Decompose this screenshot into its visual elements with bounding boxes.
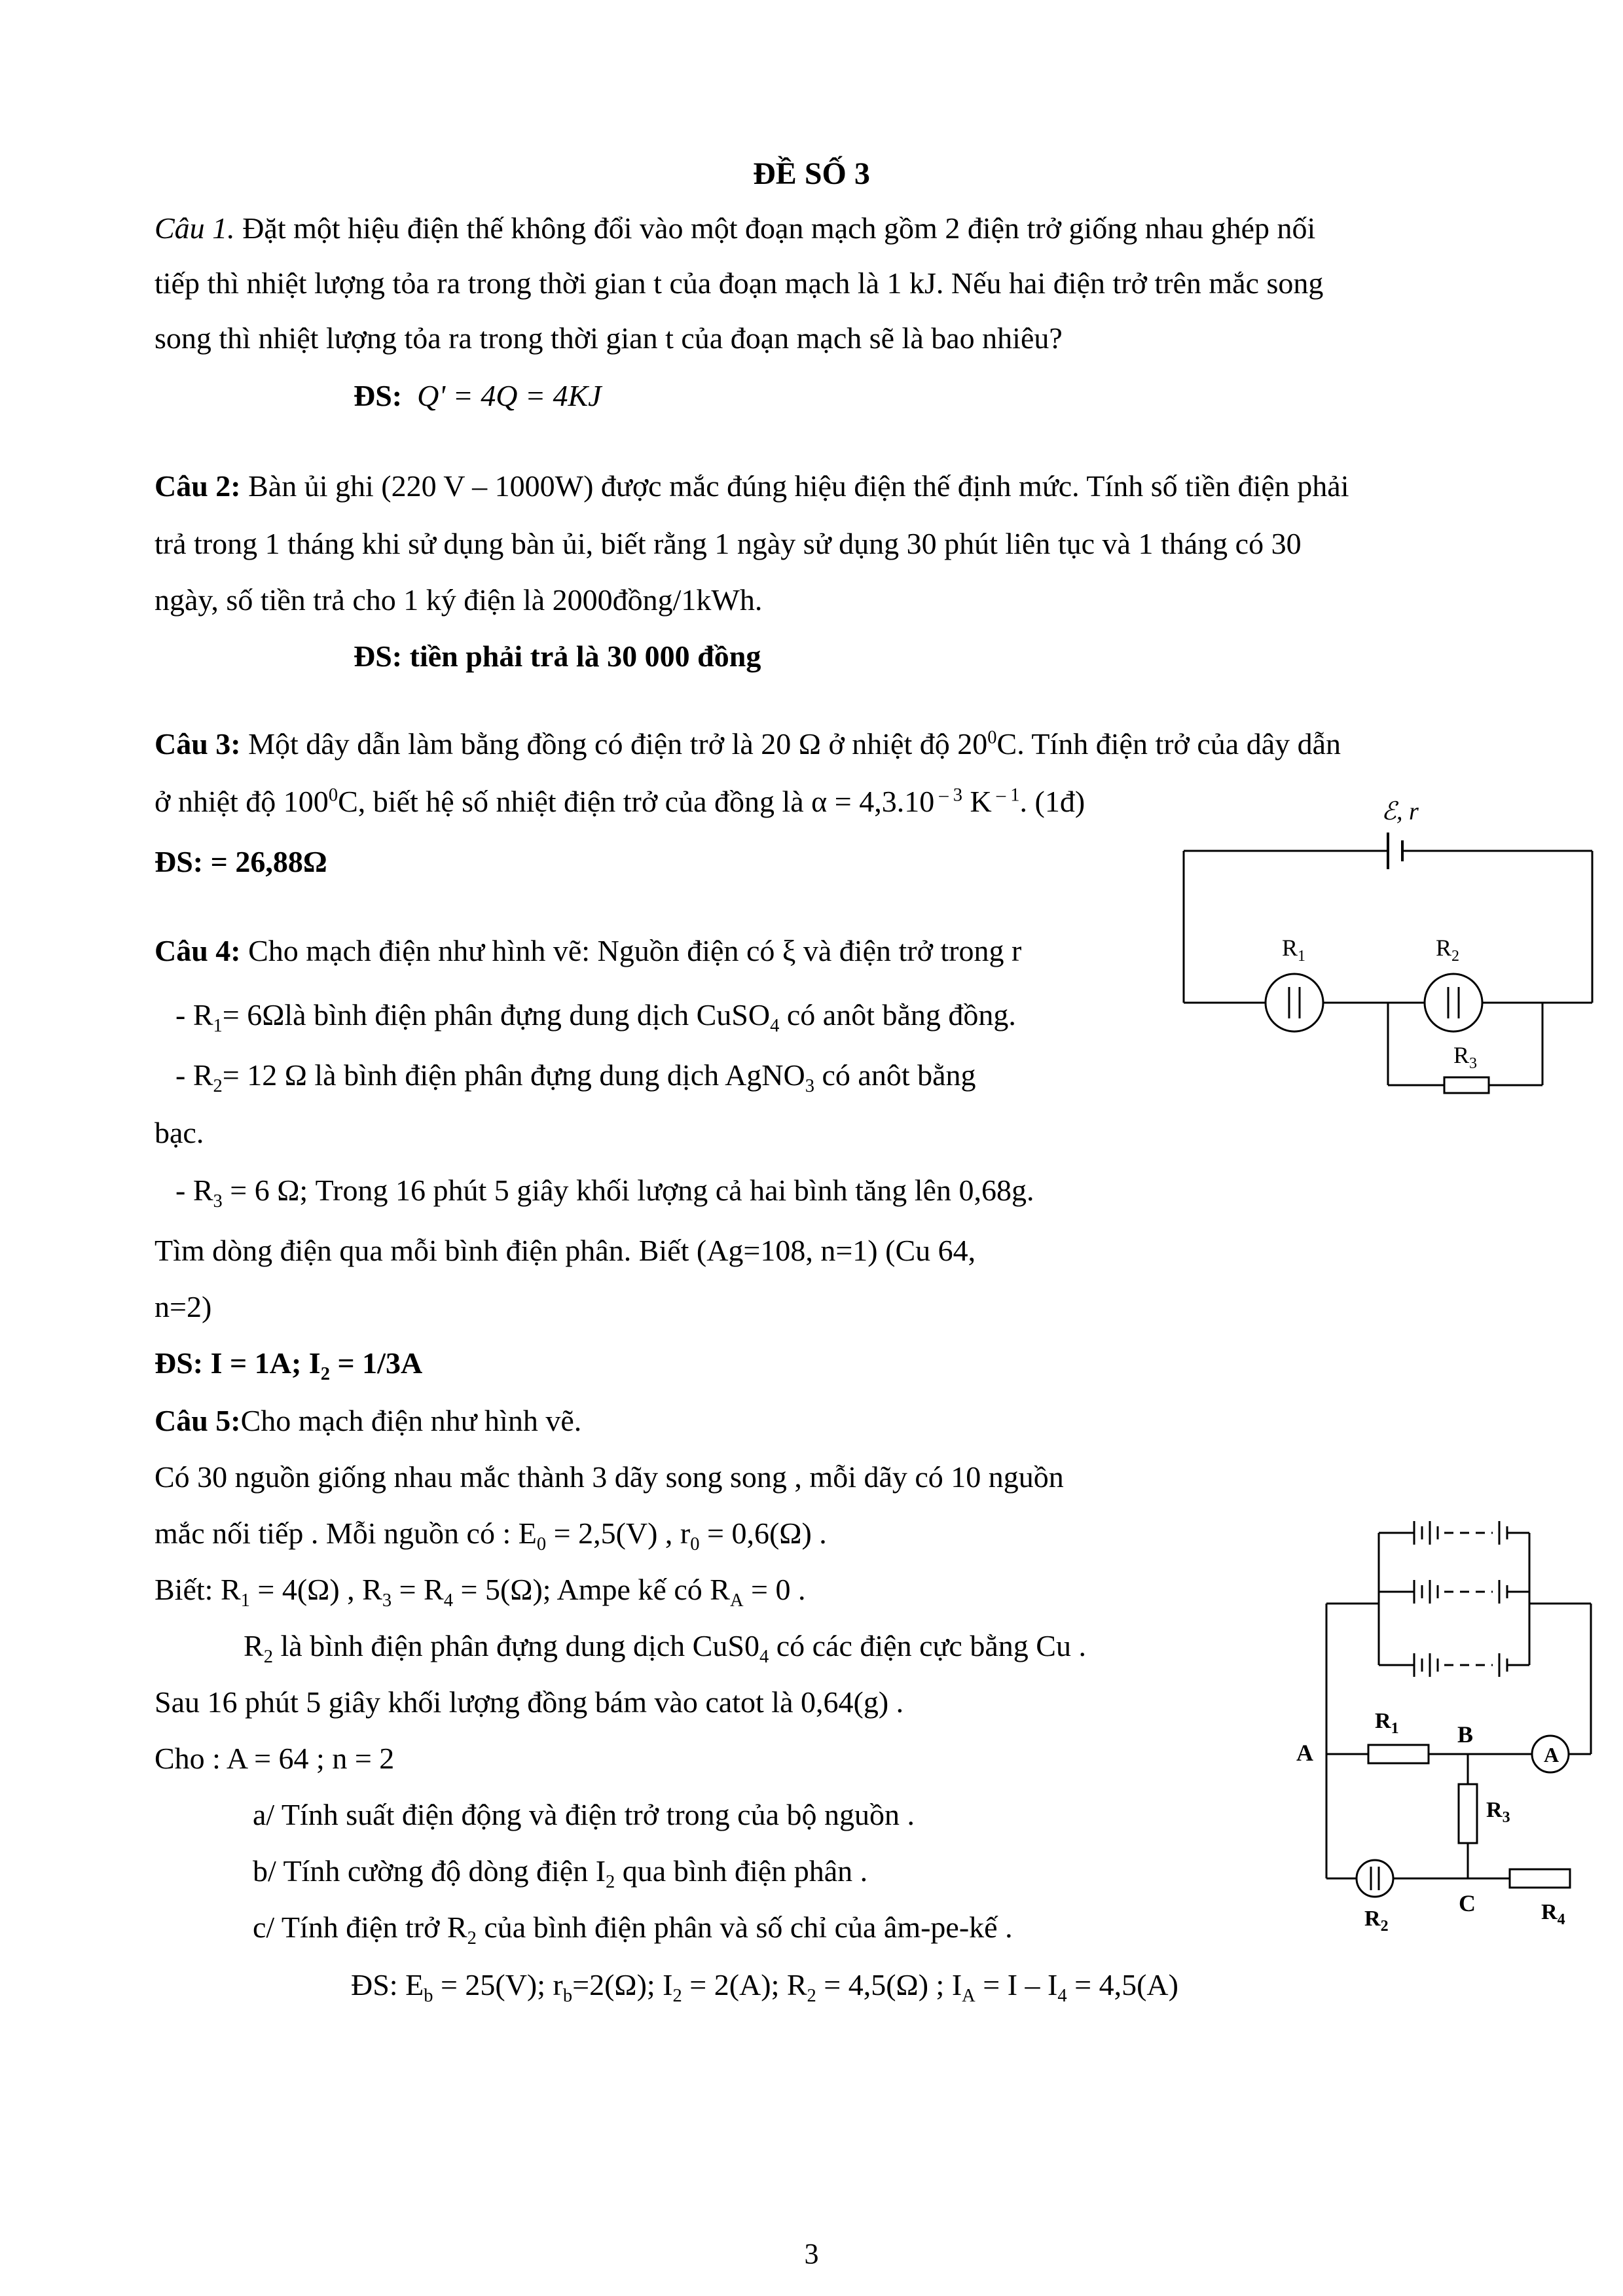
q4-r3-resistor [1444, 1077, 1489, 1093]
q5-node-c-label: C [1459, 1890, 1476, 1916]
q5-line3: mắc nối tiếp . Mỗi nguồn có : $E_0 = 2,5(V)$ , $r_0 = 0,6(\Omega)$ . [155, 1516, 827, 1555]
q5-answer: ĐS: $E_b = 25(V)$; $r_b=2(\Omega)$; $I_2 = 2(A)$; $R_2 = 4,5(\Omega)$ ; $I_A = I - I_4 = 4,5(A)$ [351, 1968, 1178, 2007]
q5-r2-label: $R_2$ [1364, 1907, 1389, 1935]
q3-answer: ĐS: = 26,88Ω [155, 845, 327, 878]
q5-r4-label: $R_4$ [1541, 1900, 1565, 1928]
page-number: 3 [804, 2238, 819, 2270]
q5-r3-label: $R_3$ [1486, 1798, 1510, 1826]
q5-battery-row-2 [1379, 1580, 1529, 1604]
q5-r3-resistor [1459, 1784, 1477, 1843]
q2-line3: ngày, số tiền trả cho 1 ký điện là 2000đồng/1kWh. [155, 583, 763, 617]
q5-r4-resistor [1510, 1869, 1570, 1888]
q5-question-c: c/ Tính điện trở $R_2$ của bình điện phân và số chỉ của âm-pe-kế . [253, 1910, 1013, 1949]
q4-r2: - $R_2= 12$ Ω là bình điện phân đựng dung dịch AgNO$_3$ có anôt bằng [175, 1058, 976, 1097]
q3-line2: ở nhiệt độ $100^0C$, biết hệ số nhiệt điện trở của đồng là α = 4,3.10 $^{- 3}$ K $^{- 1}$. (1đ) [155, 785, 1085, 818]
q4-r2-electrolytic-cell [1425, 974, 1482, 1031]
q4-find2: n=2) [155, 1290, 212, 1323]
page-title: ĐỀ SỐ 3 [753, 156, 870, 191]
q5-line1: Câu 5:Cho mạch điện như hình vẽ. [155, 1404, 582, 1437]
q5-question-a: a/ Tính suất điện động và điện trở trong của bộ nguồn . [253, 1798, 915, 1831]
q5-circuit-diagram [1283, 1499, 1611, 1950]
q4-source-label: ℰ, r [1381, 798, 1419, 825]
q4-circuit-diagram [1172, 792, 1604, 1106]
q5-battery-row-1 [1379, 1521, 1529, 1545]
q2-line2: trả trong 1 tháng khi sử dụng bàn ủi, biết rằng 1 ngày sử dụng 30 phút liên tục và 1 tháng có 30 [155, 527, 1302, 560]
q4-r3: - $R_3 = 6$ Ω; Trong 16 phút 5 giây khối lượng cả hai bình tăng lên 0,68g. [175, 1174, 1034, 1212]
q4-r1-label: $R_1$ [1282, 935, 1306, 965]
q1-line2: tiếp thì nhiệt lượng tỏa ra trong thời gian t của đoạn mạch là 1 kJ. Nếu hai điện trở trên mắc song [155, 266, 1324, 300]
q2-label: Câu 2: [155, 469, 241, 503]
q1-line3: song thì nhiệt lượng tỏa ra trong thời gian t của đoạn mạch sẽ là bao nhiêu? [155, 321, 1063, 355]
q2-answer: ĐS: tiền phải trả là 30 000 đồng [354, 639, 761, 673]
q4-r3-label: $R_3$ [1453, 1042, 1478, 1072]
q4-r2-label: $R_2$ [1436, 935, 1460, 965]
q4-label: Câu 4: [155, 934, 241, 967]
q5-label: Câu 5: [155, 1404, 241, 1437]
q5-line5: $R_2$ là bình điện phân đựng dung dịch $CuS0_4$ có các điện cực bằng Cu . [244, 1629, 1086, 1668]
q4-r2-cont: bạc. [155, 1116, 204, 1149]
q4-line1: Câu 4: Cho mạch điện như hình vẽ: Nguồn điện có ξ và điện trở trong r [155, 934, 1022, 967]
q5-r1-resistor [1368, 1745, 1429, 1763]
q1-line1: Câu 1. Đặt một hiệu điện thế không đổi vào một đoạn mạch gồm 2 điện trở giống nhau ghép nối [155, 211, 1316, 245]
q5-ammeter-label: A [1544, 1743, 1559, 1767]
q5-line6: Sau 16 phút 5 giây khối lượng đồng bám vào catot là 0,64(g) . [155, 1685, 904, 1719]
q5-r1-label: $R_1$ [1375, 1709, 1399, 1737]
q1-answer: ĐS: Q' = 4Q = 4KJ [354, 379, 602, 412]
q5-line4: Biết: $R_1 = 4(\Omega)$ , $R_3 = R_4 = 5(\Omega)$; Ampe kế có $R_A = 0$ . [155, 1573, 806, 1611]
q5-line7: Cho : A = 64 ; n = 2 [155, 1742, 395, 1775]
q1-label: Câu 1. [155, 211, 235, 245]
q5-r2-electrolytic-cell [1357, 1860, 1393, 1897]
q4-r1-electrolytic-cell [1266, 974, 1323, 1031]
q5-node-b-label: B [1457, 1721, 1474, 1748]
q4-answer: ĐS: I = 1A; $I_2 = 1/3A$ [155, 1346, 423, 1385]
q4-find: Tìm dòng điện qua mỗi bình điện phân. Biết (Ag=108, n=1) (Cu 64, [155, 1234, 976, 1267]
q3-line1: Câu 3: Một dây dẫn làm bằng đồng có điện trở là 20 Ω ở nhiệt độ $20^0C$. Tính điện trở của dây dẫn [155, 727, 1341, 761]
q5-node-a-label: A [1296, 1740, 1313, 1766]
q4-r1: - $R_1=$ 6Ωlà bình điện phân đựng dung dịch CuSO$_4$ có anôt bằng đồng. [175, 998, 1016, 1037]
q2-line1: Câu 2: Bàn ủi ghi (220 V – 1000W) được mắc đúng hiệu điện thế định mức. Tính số tiền điện phải [155, 469, 1349, 503]
q5-line2: Có 30 nguồn giống nhau mắc thành 3 dãy song song , mỗi dãy có 10 nguồn [155, 1460, 1064, 1494]
q5-question-b: b/ Tính cường độ dòng điện $I_2$ qua bình điện phân . [253, 1854, 868, 1893]
q3-label: Câu 3: [155, 727, 241, 761]
q5-battery-row-3 [1379, 1653, 1529, 1677]
